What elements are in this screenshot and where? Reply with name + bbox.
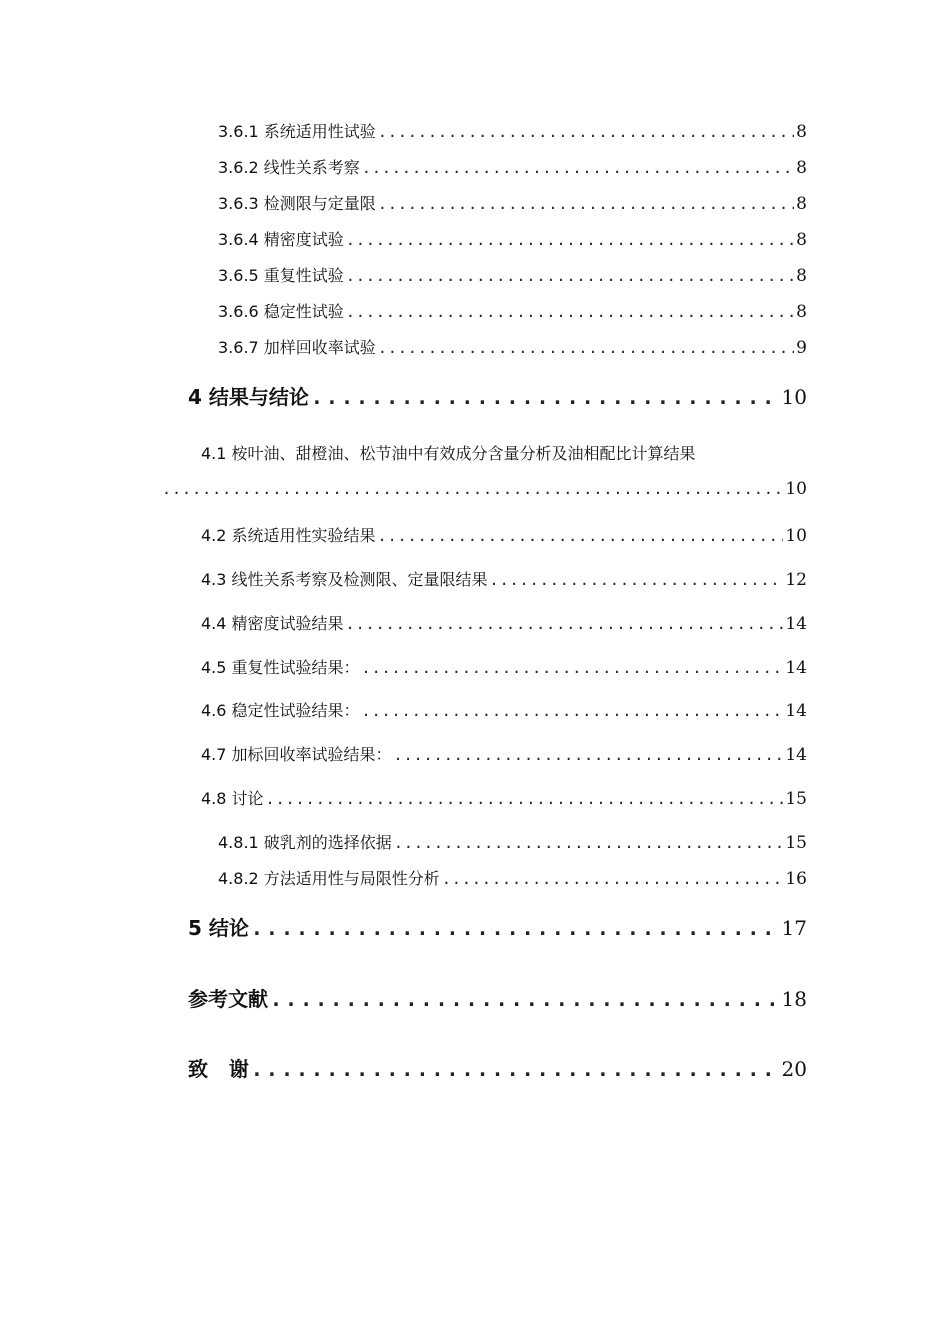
toc-entry-4-8-1[interactable] [218,830,807,853]
dot-leader [346,615,784,633]
toc-page-number: 9 [796,338,807,358]
dot-leader [311,385,780,409]
dot-leader [251,916,780,940]
toc-entry-title: 4.6 稳定性试验结果： [201,701,360,720]
toc-page-number: 14 [785,745,807,765]
toc-entry-3-6-1[interactable] [218,119,807,142]
toc-entry-title: 4.8.1 破乳剂的选择依据 [218,833,392,852]
toc-chapter-5[interactable] [188,912,807,941]
toc-entry-title: 4.4 精密度试验结果 [201,614,344,633]
toc-entry-4-7[interactable] [201,742,807,765]
dot-leader [346,267,794,285]
toc-entry-title: 3.6.5 重复性试验 [218,266,344,285]
toc-entry-4-8-2[interactable] [218,866,807,889]
toc-page-number: 15 [785,833,807,853]
toc-entry-title: 4.3 线性关系考察及检测限、定量限结果 [201,570,488,589]
toc-entry-title: 致 谢 [188,1057,249,1081]
dot-leader [442,870,784,888]
toc-entry-title: 4 结果与结论 [188,385,309,409]
toc-page-number: 10 [781,385,807,409]
dot-leader [490,571,784,589]
toc-chapter-4[interactable] [188,381,807,410]
toc-entry-title: 3.6.7 加样回收率试验 [218,338,376,357]
toc-page-number: 8 [796,230,807,250]
dot-leader [378,527,784,545]
toc-page-number: 8 [796,122,807,142]
toc-entry-title: 3.6.4 精密度试验 [218,230,344,249]
toc-page-number: 8 [796,158,807,178]
toc-entry-title: 3.6.1 系统适用性试验 [218,122,376,141]
toc-entry-title: 4.2 系统适用性实验结果 [201,526,376,545]
toc-entry-3-6-7[interactable] [218,335,807,358]
toc-entry-4-8[interactable] [201,786,807,809]
toc-entry-3-6-3[interactable] [218,191,807,214]
toc-page-number: 10 [785,526,807,546]
dot-leader [378,123,794,141]
toc-entry-3-6-4[interactable] [218,227,807,250]
dot-leader [378,339,794,357]
toc-references[interactable] [188,983,807,1012]
dot-leader [346,231,794,249]
dot-leader [394,746,784,764]
toc-entry-4-1-title[interactable]: 4.1 桉叶油、甜橙油、松节油中有效成分含量分析及油相配比计算结果 [201,444,696,463]
toc-entry-3-6-6[interactable] [218,299,807,322]
toc-entry-title: 4.5 重复性试验结果： [201,658,360,677]
toc-page-number: 12 [785,570,807,590]
toc-entry-4-5[interactable] [201,655,807,678]
dot-leader [270,987,780,1011]
toc-page-number: 14 [785,658,807,678]
dot-leader [162,480,783,498]
toc-page-number: 8 [796,302,807,322]
toc-page-number: 14 [785,614,807,634]
toc-entry-title: 4.8 讨论 [201,789,264,808]
toc-entry-title: 3.6.2 线性关系考察 [218,158,360,177]
toc-entry-title: 3.6.3 检测限与定量限 [218,194,376,213]
toc-entry-3-6-2[interactable] [218,155,807,178]
toc-page-number: 18 [781,987,807,1011]
dot-leader [266,790,784,808]
toc-entry-4-6[interactable] [201,698,807,721]
toc-entry-4-1-continuation[interactable] [162,479,807,499]
toc-page-number: 14 [785,701,807,721]
toc-entry-4-3[interactable] [201,567,807,590]
toc-entry-title: 参考文献 [188,987,268,1011]
toc-page-number: 20 [781,1057,807,1081]
toc-entry-title: 5 结论 [188,916,249,940]
toc-page-number: 8 [796,194,807,214]
toc-entry-title: 3.6.6 稳定性试验 [218,302,344,321]
dot-leader [394,834,784,852]
toc-entry-4-4[interactable] [201,611,807,634]
toc-page-number: 8 [796,266,807,286]
toc-page-number: 10 [785,479,807,499]
toc-page-number: 16 [785,869,807,889]
dot-leader [378,195,794,213]
dot-leader [362,659,784,677]
dot-leader [346,303,794,321]
toc-page-number: 15 [785,789,807,809]
toc-entry-title: 4.7 加标回收率试验结果： [201,745,392,764]
dot-leader [362,159,794,177]
dot-leader [362,702,784,720]
toc-entry-4-2[interactable] [201,523,807,546]
toc-entry-title: 4.8.2 方法适用性与局限性分析 [218,869,440,888]
toc-acknowledgements[interactable] [188,1053,807,1082]
toc-page-number: 17 [781,916,807,940]
dot-leader [251,1057,780,1081]
toc-entry-3-6-5[interactable] [218,263,807,286]
